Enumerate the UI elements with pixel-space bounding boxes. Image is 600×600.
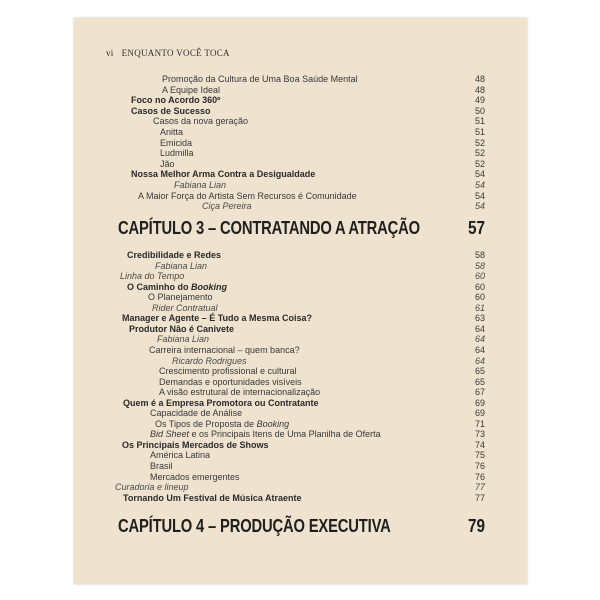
- toc-page-number: 71: [474, 418, 485, 429]
- toc-entry: Ludmilla: [160, 148, 194, 159]
- toc-entry: Mercados emergentes: [150, 471, 240, 482]
- toc-entry: A visão estrutural de internacionalização: [159, 387, 321, 398]
- toc-page-number: 52: [474, 137, 485, 148]
- toc-entry: Foco no Acordo 360º: [131, 95, 221, 106]
- toc-entry: Anitta: [160, 127, 184, 137]
- toc-entry: América Latina: [150, 450, 211, 461]
- toc-entry-rest: e os Principais Itens de Uma Planilha de Oferta: [189, 429, 381, 440]
- toc-page-number: 64: [474, 334, 485, 345]
- toc-entry: [155, 419, 289, 430]
- chapter-4-page: 79: [467, 516, 485, 536]
- toc-page-number: 76: [474, 461, 485, 471]
- toc-page-number: 60: [474, 281, 485, 292]
- toc-entry: Crescimento profissional e cultural: [159, 366, 297, 377]
- toc-page-number: 48: [474, 84, 485, 95]
- toc-entry: [150, 429, 381, 440]
- toc-entry-text: Os Tipos de Proposta de: [155, 418, 257, 429]
- toc-page-number: 64: [474, 323, 485, 334]
- toc-entry: Jão: [160, 158, 175, 169]
- toc-page-number: 49: [474, 95, 485, 106]
- toc-page-number: 74: [474, 439, 485, 450]
- toc-entry: Emicida: [160, 137, 193, 148]
- toc-page-number: 64: [474, 344, 485, 355]
- toc-entry: Curadoria e lineup: [115, 482, 189, 493]
- toc-page-number: 52: [474, 158, 485, 169]
- toc-page-number: 63: [474, 313, 485, 324]
- toc-entry: O Planejamento: [148, 292, 213, 303]
- toc-entry: Manager e Agente – É Tudo a Mesma Coisa?: [122, 313, 313, 324]
- toc-page-number: 77: [474, 482, 485, 493]
- toc-page-number: 60: [474, 271, 485, 282]
- chapter-3-title: CAPÍTULO 3 – CONTRATANDO A ATRAÇÃO: [118, 218, 420, 238]
- toc-page-number: 65: [474, 366, 485, 377]
- toc-entry: [127, 282, 227, 293]
- toc-page-number: 69: [474, 397, 485, 408]
- toc-entry: Promoção da Cultura de Uma Boa Saúde Mental: [162, 74, 358, 84]
- toc-entry: Credibilidade e Redes: [127, 250, 222, 260]
- toc-entry: Casos da nova geração: [153, 116, 249, 127]
- toc-entry: Os Principais Mercados de Shows: [122, 439, 269, 450]
- book-title: ENQUANTO VOCÊ TOCA: [121, 48, 230, 58]
- toc-entry: Tornando Um Festival de Música Atraente: [123, 492, 302, 503]
- toc-entry: Casos de Sucesso: [131, 105, 211, 116]
- toc-entry: Ciça Pereira: [202, 201, 252, 212]
- toc-page-number: 58: [474, 260, 485, 271]
- toc-entry: Nossa Melhor Arma Contra a Desigualdade: [131, 169, 316, 180]
- toc-entry: Quem é a Empresa Promotora ou Contratante: [123, 397, 319, 408]
- toc-entry-italic-part: Booking: [191, 281, 227, 292]
- toc-page-number: 67: [474, 387, 485, 398]
- toc-entry: Linha do Tempo: [120, 271, 185, 282]
- toc-entry: A Equipe Ideal: [162, 84, 221, 95]
- chapter-3-page: 57: [467, 218, 485, 238]
- toc-page-number: 54: [474, 169, 485, 180]
- toc-entry: Fabiana Lian: [157, 334, 210, 345]
- toc-page-number: 60: [474, 292, 485, 303]
- toc-entry: Capacidade de Análise: [150, 408, 243, 419]
- toc-page-number: 48: [474, 74, 485, 84]
- toc-page-number: 69: [474, 408, 485, 419]
- toc-page-number: 51: [474, 127, 485, 137]
- book-page: [74, 18, 527, 584]
- toc-entry: A Maior Força do Artista Sem Recursos é Comunidade: [138, 190, 357, 201]
- toc-entry: Ricardo Rodrigues: [172, 355, 247, 366]
- toc-page-number: 61: [474, 302, 485, 313]
- page-number: vi: [106, 48, 114, 58]
- toc-page-number: 77: [474, 492, 485, 503]
- toc-page-number: 73: [474, 429, 485, 440]
- chapter-4-title: CAPÍTULO 4 – PRODUÇÃO EXECUTIVA: [118, 516, 391, 536]
- toc-page-number: 54: [474, 190, 485, 201]
- toc-page-number: 54: [474, 201, 485, 212]
- toc-entry: Fabiana Lian: [174, 180, 227, 190]
- toc-entry-italic-part: Bid Sheet: [150, 429, 190, 440]
- toc-page-number: 76: [474, 471, 485, 482]
- toc-page-number: 65: [474, 376, 485, 387]
- toc-page-number: 64: [474, 355, 485, 366]
- toc-entry-italic-part: Booking: [256, 418, 290, 429]
- toc-page-number: 52: [474, 148, 485, 159]
- toc-entry: Brasil: [150, 461, 173, 471]
- toc-entry-text: O Caminho do: [127, 281, 191, 292]
- table-of-contents: [74, 18, 527, 584]
- toc-page-number: 75: [474, 450, 485, 461]
- toc-page-number: 51: [474, 116, 485, 127]
- toc-entry: Produtor Não é Canivete: [129, 323, 235, 334]
- toc-entry: Demandas e oportunidades visíveis: [159, 376, 302, 387]
- toc-page-number: 58: [474, 250, 485, 260]
- toc-entry: Carreira internacional – quem banca?: [149, 344, 300, 355]
- toc-page-number: 50: [474, 105, 485, 116]
- toc-entry: Fabiana Lian: [155, 260, 208, 271]
- toc-entry: Rider Contratual: [152, 302, 218, 313]
- toc-page-number: 54: [474, 180, 485, 190]
